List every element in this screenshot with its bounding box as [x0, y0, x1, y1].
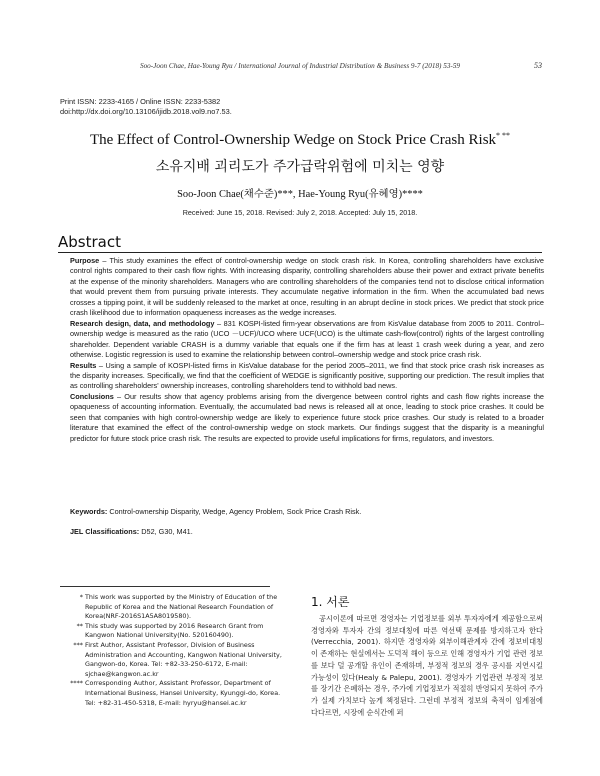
running-head: Soo-Joon Chae, Hae-Young Ryu / International Journal of Industrial Distribution & Business 9-7 (2018) 53-59	[139, 62, 461, 70]
jel-label: JEL Classifications:	[70, 527, 140, 536]
keywords	[70, 507, 544, 517]
doi-line: doi:http://dx.doi.org/10.13106/ijidb.2018.vol9.no7.53.	[60, 106, 232, 116]
results-label: Results	[70, 360, 97, 370]
abstract-purpose	[70, 256, 544, 319]
section-heading: 1. 서론	[311, 595, 350, 609]
paper-title-korean: 소유지배 괴리도가 주가급락위험에 미치는 영향	[155, 159, 445, 175]
purpose-text: – This study examines the effect of control-ownership wedge on stock crash risk. In Korea, controlling shareholders have exclusive control rights compared to their cash flow rights. With increasing disparity, controlling shareholders abuse their power and extract private benefits at the expense of the minority shareholders. Managers who are controlling shareholders of the companies tend not to disclose critical information that would prevent them from pursuing private interests. They accumulate negative information in the firm. When the accumulated bad news crosses a tipping point, it will be suddenly released to the market at once, resulting in an abrupt decline in stock prices. We predict that stock price crash likelihood due to information opaqueness increases as the wedge increases.	[70, 256, 544, 318]
footnote-divider	[60, 586, 270, 587]
issn-block	[60, 97, 232, 116]
abstract-heading: Abstract	[58, 233, 121, 251]
author-line: Soo-Joon Chae(채수준)***, Hae-Young Ryu(유혜영)****	[177, 189, 423, 200]
footnote-mark: **	[76, 621, 83, 630]
research-label: Research design, data, and methodology	[70, 318, 215, 328]
abstract-conclusions	[70, 392, 544, 444]
footnote-text: First Author, Assistant Professor, Division of Business Administration and Accounting, Kangwon National University, Gangwon-do, Korea. Tel: +82-33-250-6172, E-mail: sjchae@kangwon.ac.kr	[85, 640, 282, 678]
body-paragraph: 공시이론에 따르면 경영자는 기업정보를 외부 투자자에게 제공함으로써 경영자와 투자자 간의 정보대칭에 따른 역선택 문제를 방지하고자 한다(Verrecchia, 2001). 하지만 경영자와 외부이해관계자 간에 정보비대칭이 존재하는 현실에서는 도덕적 해이 등으로 인해 경영자가 기업 관련 정보를 보다 덜 공개할 유인이 존재하며, 부정적 정보의 경우 공시를 지연시킬 가능성이 있다(Healy & Palepu, 2001). 경영자가 기업관련 부정적 정보를 장기간 은폐하는 경우, 주가에 기업정보가 적절히 반영되지 못하여 주가가 실제 가치보다 높게 책정된다. 그런데 부정적 정보의 축적이 임계점에 다다르면, 시장에 순식간에 퍼	[311, 614, 543, 717]
footnote-mark: ****	[70, 679, 83, 688]
footnote	[60, 622, 286, 641]
purpose-label: Purpose	[70, 256, 100, 265]
title-text: The Effect of Control-Ownership Wedge on Stock Price Crash Risk	[89, 132, 497, 148]
keywords-label: Keywords:	[70, 507, 108, 516]
jel-text: D52, G30, M41.	[139, 527, 193, 536]
footnote-mark: *	[79, 593, 83, 601]
footnote	[60, 679, 286, 708]
footnote	[60, 641, 286, 679]
jel-classifications	[70, 527, 544, 537]
title-footnote-marks: * **	[496, 131, 511, 140]
abstract-body	[70, 256, 544, 444]
received-dates: Received: June 15, 2018. Revised: July 2, 2018. Accepted: July 15, 2018.	[182, 208, 418, 217]
footnote-mark: ***	[73, 640, 83, 649]
issn-line: Print ISSN: 2233-4165 / Online ISSN: 2233-5382	[60, 97, 221, 106]
abstract-research	[70, 319, 544, 361]
footnote-text: Corresponding Author, Assistant Professor, Department of International Business, Hansei University, Kyunggi-do, Korea. Tel: +82-31-450-5318, E-mail: hyryu@hansei.ac.kr	[85, 679, 281, 707]
conclusions-text: – Our results show that agency problems arising from the divergence between control rights and cash flow rights increase the opaqueness of accounting information. Eventually, the accumulated bad news is released all at once, leading to stock price crashes. It could be seen that companies with high control-ownership wedge are likely to experience future stock price crashes. Our study is related to a broader literature that examined the effect of the control-ownership wedge on stock markets. Our findings suggest that the disparity is a meaningful predictor for future stock price crash risk. The results are expected to provide useful implications for firms, regulators, and investors.	[70, 391, 544, 443]
research-text: – 831 KOSPI-listed firm-year observations are from KisValue database from 2005 to 2011. Control–ownership wedge is measured as the ratio (UCO －UCF)/UCO where UCF(UCO) is the ultimate cash-flow(control) rights of the largest controlling shareholder. Dependent variable CRASH is a dummy variable that equals one if the firm has at least 1 crash week during a year, and zero otherwise. Logistic regression is used to examine the relationship between control–ownership wedge and stock price crash risk.	[70, 318, 544, 360]
footnotes	[60, 593, 286, 708]
conclusions-label: Conclusions	[70, 391, 114, 401]
abstract-results	[70, 361, 544, 392]
abstract-divider	[58, 252, 542, 253]
footnote-text: This study was supported by 2016 Research Grant from Kangwon National University(No. 520160490).	[85, 621, 264, 640]
results-text: – Using a sample of KOSPI-listed firms in KisValue database for the period 2005–2011, we find that stock price crash risk increases as the disparity increases. Specifically, we find that the coefficient of WEDGE is significantly positive, supporting our prediction. The result implies that as controlling shareholders' ownership increases, controlling shareholders tend to withhold bad news.	[70, 360, 544, 391]
page-number: 53	[534, 61, 542, 70]
section-body	[311, 613, 543, 718]
footnote-text: This work was supported by the Ministry of Education of the Republic of Korea and the National Research Foundation of Korea(NRF-2016S1A5A8019580).	[85, 593, 278, 621]
paper-title-english	[0, 131, 600, 149]
keywords-text: Control-ownership Disparity, Wedge, Agency Problem, Sock Price Crash Risk.	[107, 507, 362, 516]
footnote	[60, 593, 286, 622]
